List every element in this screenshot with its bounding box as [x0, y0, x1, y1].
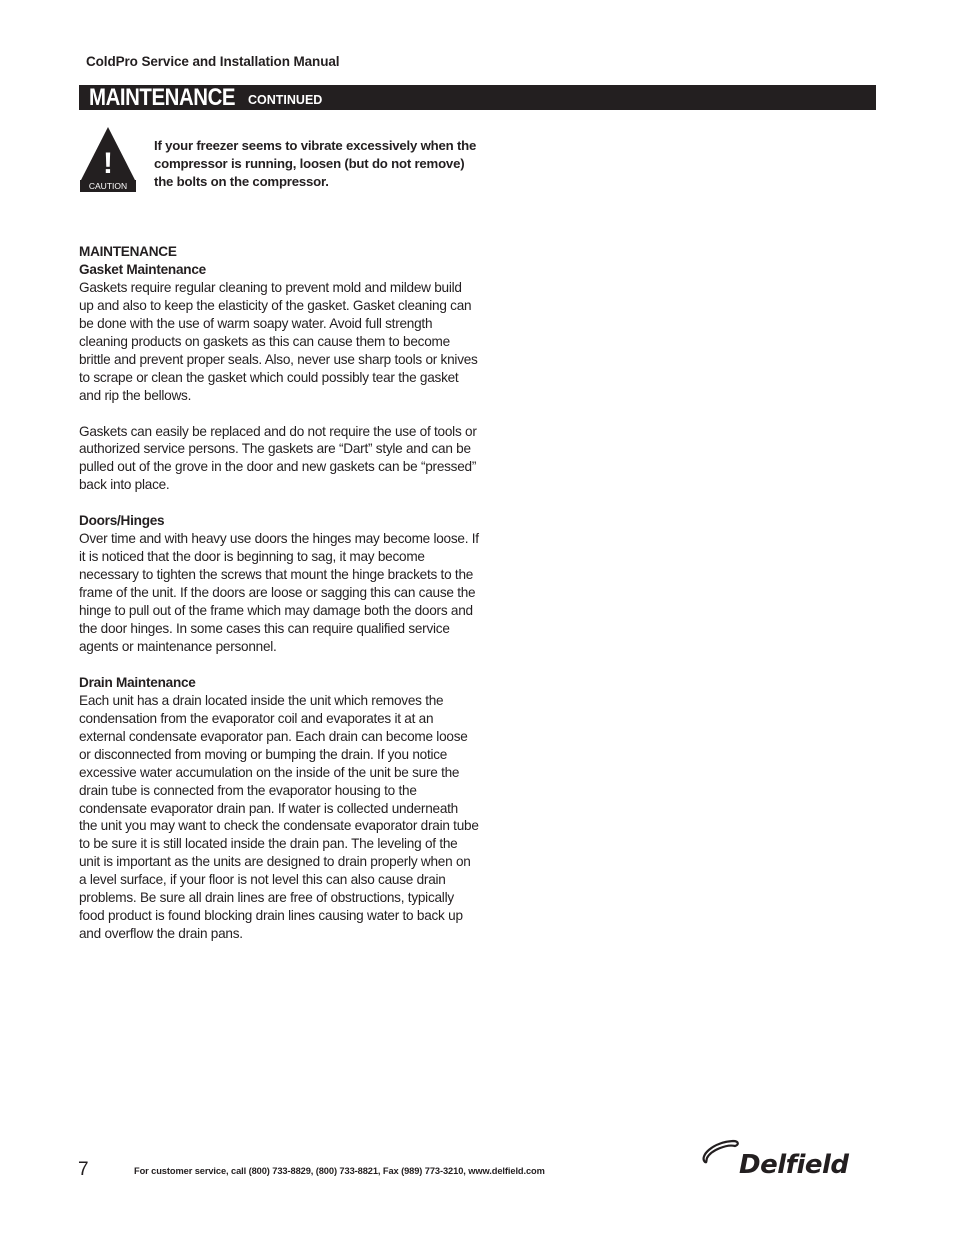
- doors-heading: Doors/Hinges: [79, 513, 165, 529]
- footer-contact: For customer service, call (800) 733-8829, (800) 733-8821, Fax (989) 773-3210, www.delfield.com: [134, 1166, 545, 1176]
- doors-paragraph: Over time and with heavy use doors the hinges may become loose. If it is noticed that the door is beginning to sag, it may become necessary to tighten the screws that mount the hinge brackets to the frame of the unit. If the doors are loose or sagging this can cause the hinge to pull out of the frame which may damage both the doors and the door hinges. In some cases this can require qualified service agents or maintenance personnel.: [79, 531, 479, 654]
- section-title: MAINTENANCE: [89, 84, 236, 111]
- caution-icon-label: CAUTION: [88, 181, 128, 191]
- page-number: 7: [78, 1159, 89, 1180]
- drain-paragraph: Each unit has a drain located inside the unit which removes the condensation from the evaporator coil and evaporates it at an external condensate evaporator pan. Each drain can become loose or disconnected from moving or bumping the drain. If you notice excessive water accumulation on the inside of the unit be sure the drain tube is connected from the evaporator housing to the condensate evaporator drain pan. If water is collected underneath the unit you may want to check the condensate evaporator drain tube to be sure it is still located inside the drain pan. The leveling of the unit is important as the units are designed to drain properly when on a level surface, if your floor is not level this can also cause drain problems. Be sure all drain lines are free of obstructions, typically food product is found blocking drain lines causing water to back up and overflow the drain pans.: [79, 692, 479, 942]
- main-heading: MAINTENANCE: [79, 244, 177, 259]
- delfield-logo-text: Delfield: [739, 1150, 849, 1180]
- drain-heading: Drain Maintenance: [79, 674, 196, 690]
- section-header-bar: [79, 85, 876, 110]
- gasket-paragraph-2: Gaskets can easily be replaced and do not require the use of tools or authorized service persons. The gaskets are “Dart” style and can be pulled out of the grove in the door and new gaskets can be “pressed” back into place.: [79, 423, 477, 493]
- maintenance-body: [79, 243, 479, 943]
- document-title: ColdPro Service and Installation Manual: [86, 54, 340, 69]
- caution-message: If your freezer seems to vibrate excessively when the compressor is running, loosen (but do not remove) the bolts on the compressor.: [154, 138, 477, 189]
- caution-triangle-icon: [79, 126, 137, 192]
- gasket-paragraph-1: Gaskets require regular cleaning to prevent mold and mildew build up and also to keep the elasticity of the gasket. Gasket cleaning can be done with the use of warm soapy water. Avoid full strength cleaning products on gaskets as this can cause them to become brittle and prevent proper seals. Also, never use sharp tools or knives to scrape or clean the gasket which could possibly tear the gasket and rip the bellows.: [79, 279, 478, 403]
- gasket-heading: Gasket Maintenance: [79, 261, 206, 277]
- section-subtitle: CONTINUED: [248, 93, 323, 107]
- caution-icon-glyph: !: [103, 147, 113, 180]
